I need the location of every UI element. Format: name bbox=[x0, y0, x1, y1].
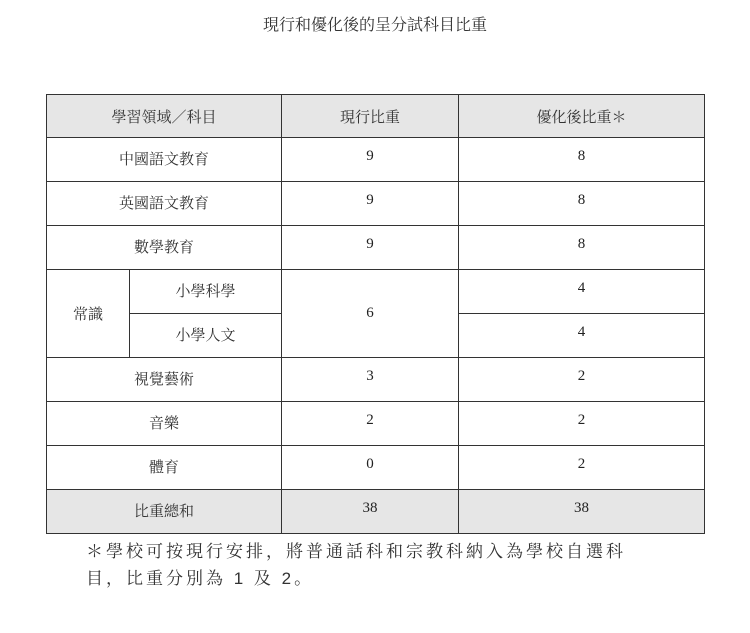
subject-cell: 視覺藝術 bbox=[47, 358, 282, 402]
optimized-cell: 8 bbox=[459, 182, 705, 226]
optimized-cell: 8 bbox=[459, 138, 705, 182]
current-cell: 9 bbox=[282, 138, 459, 182]
subject-cell: 中國語文教育 bbox=[47, 138, 282, 182]
subject-cell: 英國語文教育 bbox=[47, 182, 282, 226]
header-optimized: 優化後比重＊ bbox=[459, 95, 705, 138]
current-cell: 0 bbox=[282, 446, 459, 490]
header-subject: 學習領域／科目 bbox=[47, 95, 282, 138]
table-row bbox=[47, 358, 705, 402]
current-cell: 2 bbox=[282, 402, 459, 446]
table-row bbox=[47, 226, 705, 270]
total-current: 38 bbox=[282, 490, 459, 534]
subject-cell: 音樂 bbox=[47, 402, 282, 446]
optimized-cell: 2 bbox=[459, 402, 705, 446]
optimized-cell: 2 bbox=[459, 358, 705, 402]
subject-cell: 數學教育 bbox=[47, 226, 282, 270]
header-current: 現行比重 bbox=[282, 95, 459, 138]
current-cell: 9 bbox=[282, 182, 459, 226]
current-cell: 3 bbox=[282, 358, 459, 402]
footnote bbox=[86, 538, 706, 592]
optimized-cell: 8 bbox=[459, 226, 705, 270]
subject-weight-table bbox=[46, 94, 705, 534]
table-row bbox=[47, 270, 705, 314]
subject-cell: 體育 bbox=[47, 446, 282, 490]
table-row bbox=[47, 402, 705, 446]
table-header-row bbox=[47, 95, 705, 138]
page-title: 現行和優化後的呈分試科目比重 bbox=[262, 17, 487, 34]
subject-cell: 小學人文 bbox=[130, 314, 282, 358]
subject-cell: 小學科學 bbox=[130, 270, 282, 314]
total-row bbox=[47, 490, 705, 534]
table-row bbox=[47, 446, 705, 490]
table-row bbox=[47, 138, 705, 182]
optimized-cell: 4 bbox=[459, 270, 705, 314]
footnote-line-2: 目，比重分別為 1 及 2。 bbox=[86, 569, 315, 588]
current-cell: 6 bbox=[282, 270, 459, 358]
general-studies-cell: 常識 bbox=[47, 270, 130, 358]
footnote-line-1: ＊學校可按現行安排，將普通話科和宗教科納入為學校自選科 bbox=[86, 542, 626, 561]
table-row bbox=[47, 182, 705, 226]
current-cell: 9 bbox=[282, 226, 459, 270]
optimized-cell: 4 bbox=[459, 314, 705, 358]
total-label: 比重總和 bbox=[47, 490, 282, 534]
total-optimized: 38 bbox=[459, 490, 705, 534]
optimized-cell: 2 bbox=[459, 446, 705, 490]
